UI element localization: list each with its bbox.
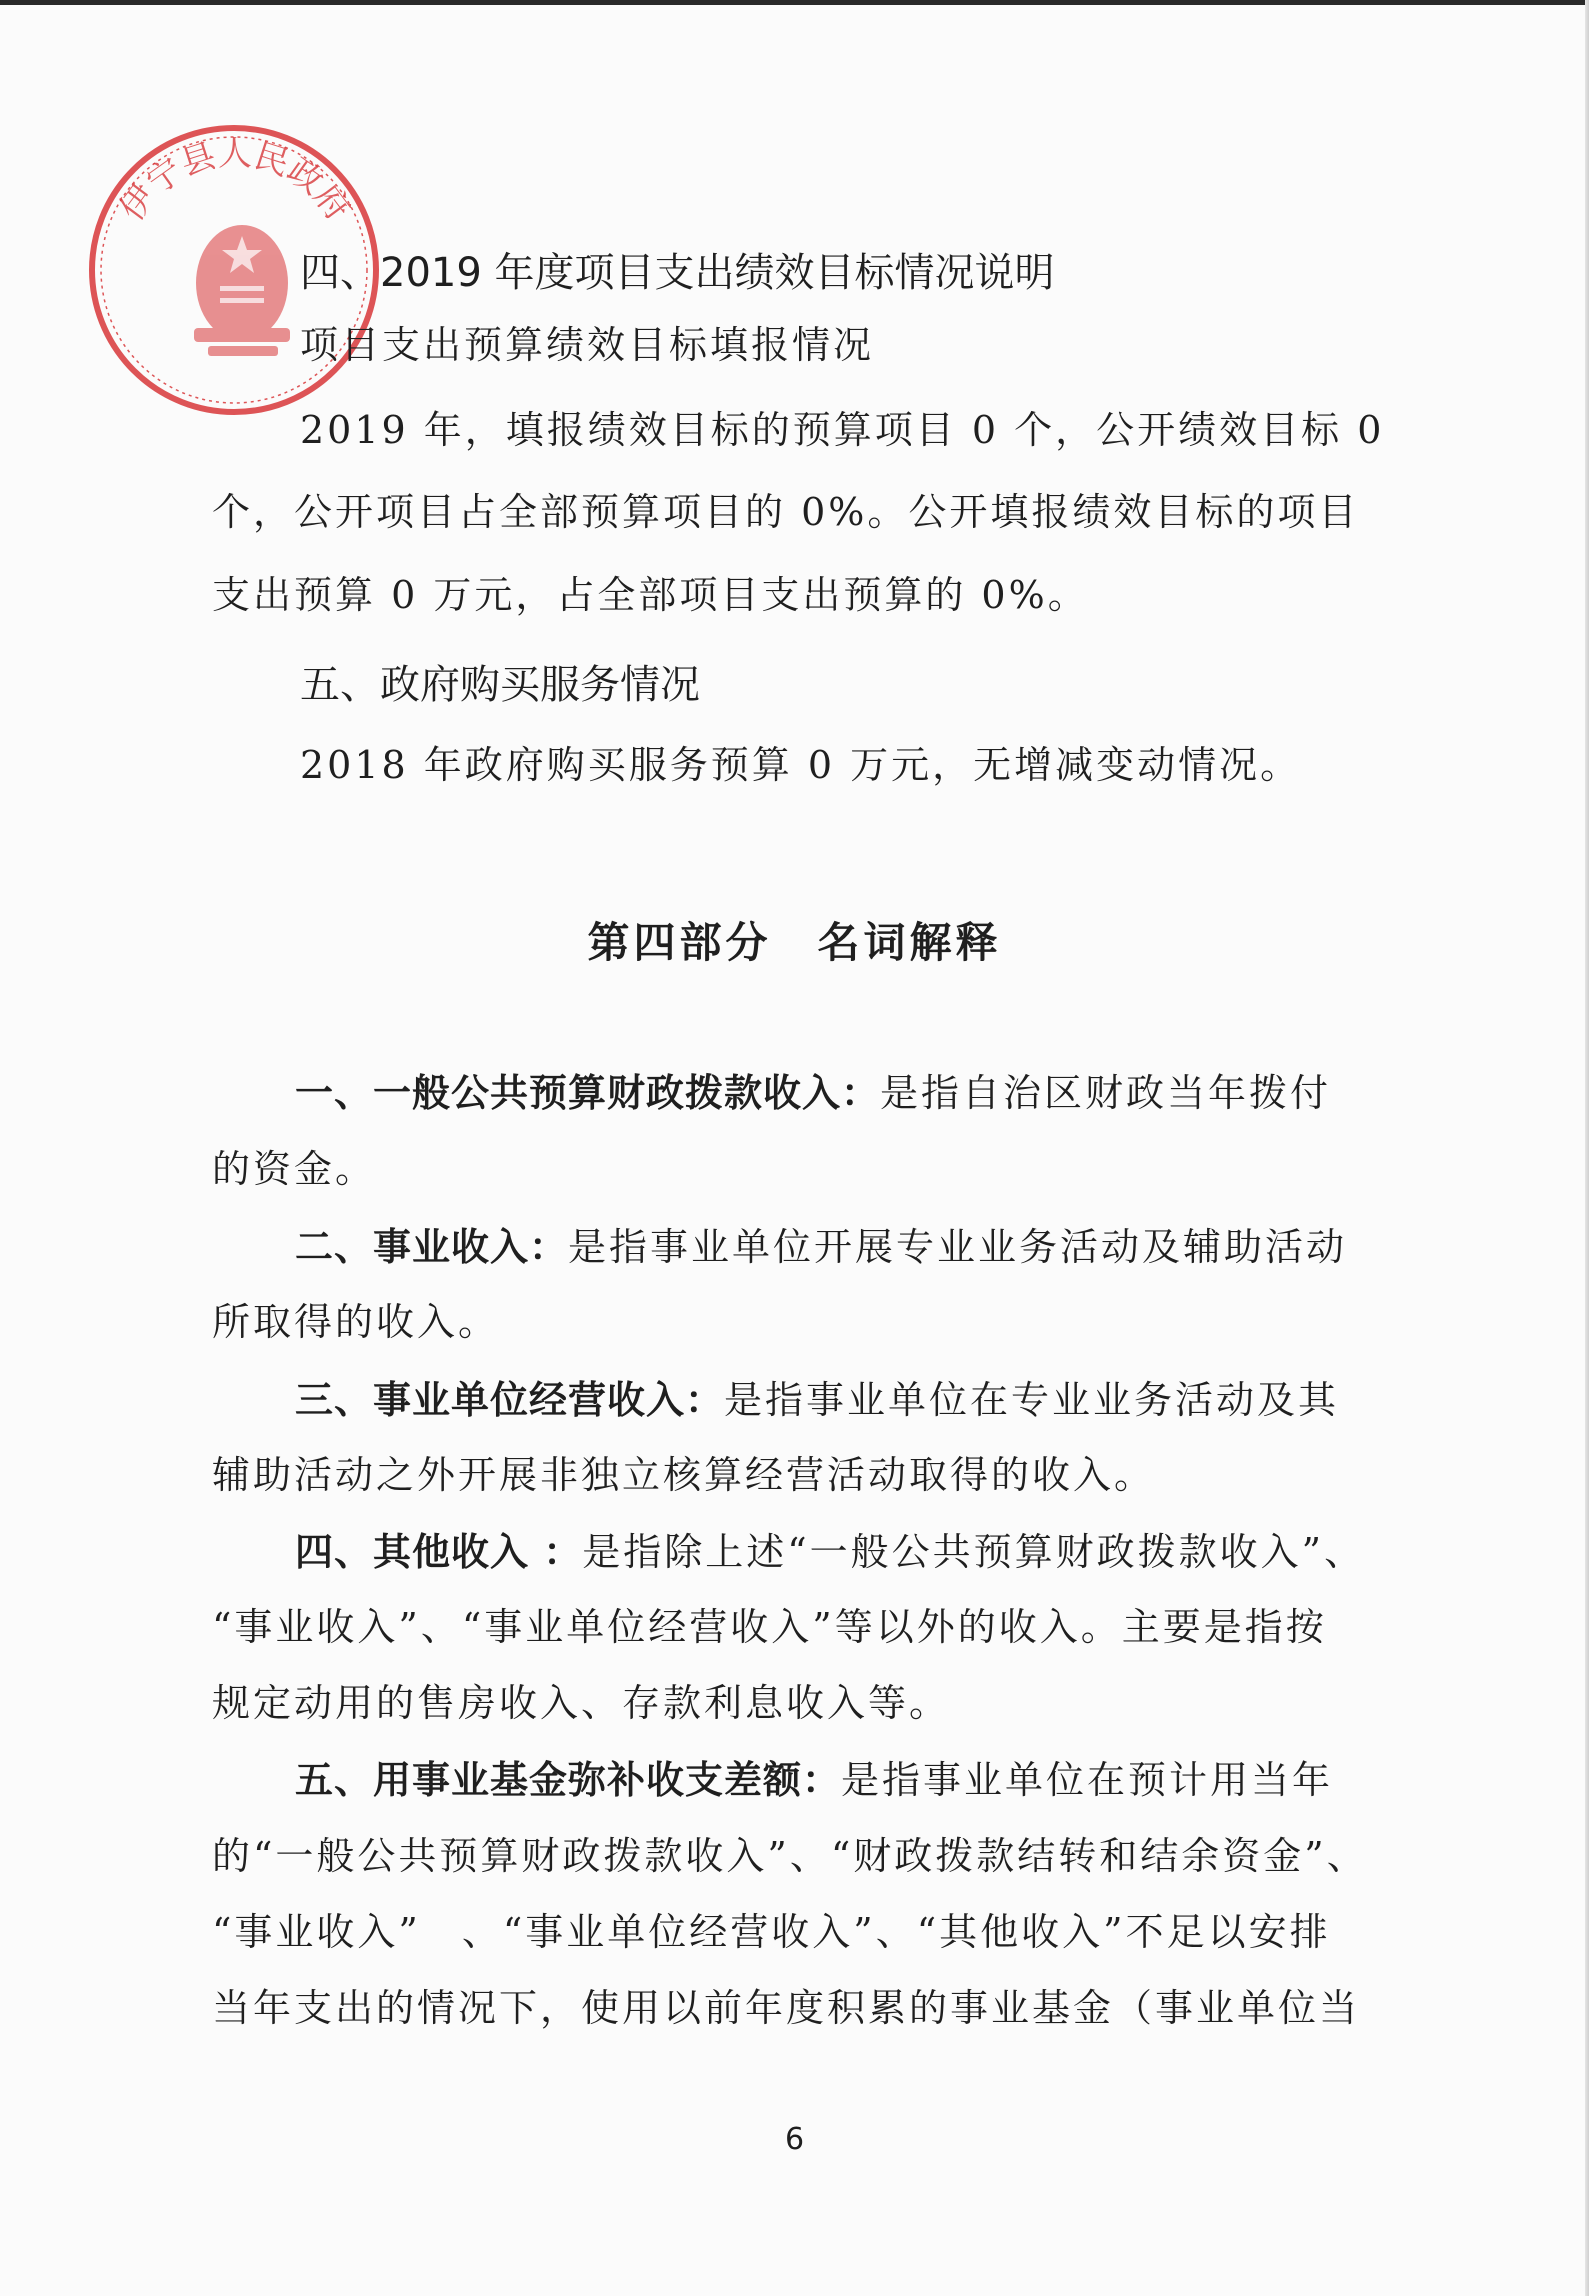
section4-heading: 四、2019 年度项目支出绩效目标情况说明 xyxy=(300,250,1055,296)
term-1-line-2: 的资金。 xyxy=(212,1147,377,1191)
term-4-label: 四、其他收入 ： xyxy=(295,1530,583,1574)
term-1-line-1 xyxy=(295,1068,1331,1118)
term-4-line-2: “事业收入”、“事业单位经营收入”等以外的收入。主要是指按 xyxy=(212,1605,1327,1649)
svg-text:伊宁县人民政府: 伊宁县人民政府 xyxy=(111,134,359,229)
term-3-label: 三、事业单位经营收入： xyxy=(295,1378,725,1422)
term-5-line-4: 当年支出的情况下，使用以前年度积累的事业基金（事业单位当 xyxy=(212,1986,1361,2030)
section4-para-line-2: 个，公开项目占全部预算项目的 0%。公开填报绩效目标的项目 xyxy=(212,490,1360,534)
term-3-line-2: 辅助活动之外开展非独立核算经营活动取得的收入。 xyxy=(212,1453,1156,1497)
term-2-label: 二、事业收入： xyxy=(295,1225,569,1269)
term-5-line-2: 的“一般公共预算财政拨款收入”、“财政拨款结转和结余资金”、 xyxy=(212,1834,1368,1878)
section4-subheading: 项目支出预算绩效目标填报情况 xyxy=(300,323,875,367)
section4-para-line-3: 支出预算 0 万元，占全部项目支出预算的 0%。 xyxy=(212,573,1089,617)
term-5-line-1 xyxy=(295,1755,1333,1805)
term-3-line-1 xyxy=(295,1375,1339,1425)
term-4-definition-start: 是指除上述“一般公共预算财政拨款收入”、 xyxy=(582,1530,1366,1574)
term-4-line-3: 规定动用的售房收入、存款利息收入等。 xyxy=(212,1681,951,1725)
scan-right-edge xyxy=(1585,0,1589,2296)
section5-para: 2018 年政府购买服务预算 0 万元，无增减变动情况。 xyxy=(300,743,1302,787)
term-5-definition-start: 是指事业单位在预计用当年 xyxy=(841,1758,1334,1802)
section5-heading: 五、政府购买服务情况 xyxy=(300,662,700,708)
section4-para-line-1: 2019 年，填报绩效目标的预算项目 0 个，公开绩效目标 0 xyxy=(300,408,1385,452)
term-3-definition-start: 是指事业单位在专业业务活动及其 xyxy=(724,1378,1340,1422)
term-2-definition-start: 是指事业单位开展专业业务活动及辅助活动 xyxy=(568,1225,1348,1269)
term-2-line-1 xyxy=(295,1222,1347,1272)
term-1-label: 一、一般公共预算财政拨款收入： xyxy=(295,1071,881,1115)
term-1-definition-start: 是指自治区财政当年拨付 xyxy=(880,1071,1332,1115)
term-5-line-3: “事业收入” 、“事业单位经营收入”、“其他收入”不足以安排 xyxy=(212,1910,1331,1954)
term-4-line-1 xyxy=(295,1527,1365,1577)
term-2-line-2: 所取得的收入。 xyxy=(212,1300,500,1344)
term-5-label: 五、用事业基金弥补收支差额： xyxy=(295,1758,842,1802)
part-four-title: 第四部分 名词解释 xyxy=(587,918,1002,967)
scan-top-edge xyxy=(0,0,1589,5)
page-number: 6 xyxy=(784,2122,805,2157)
